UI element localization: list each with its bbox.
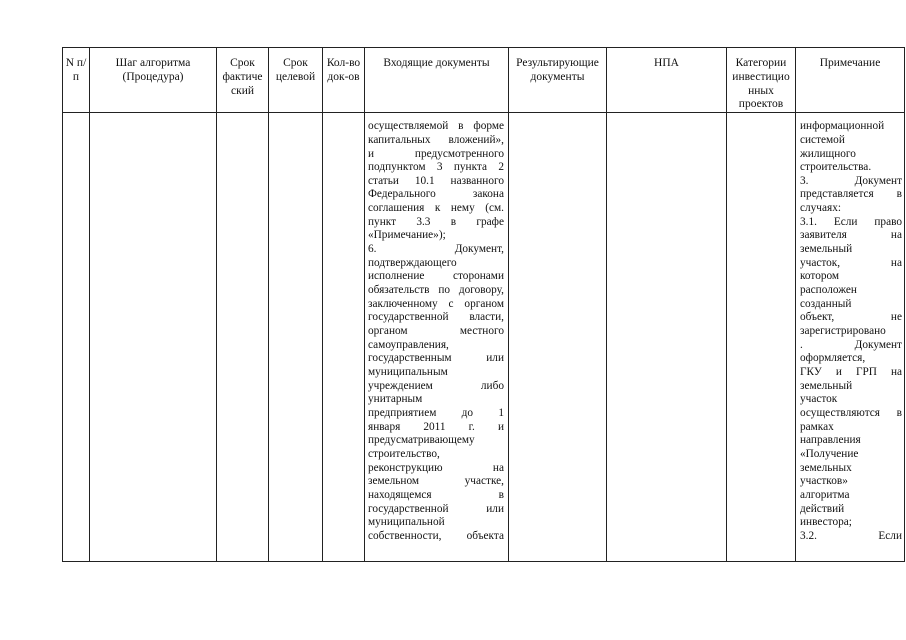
notes-line: «Получение	[800, 447, 859, 460]
incoming-docs-line: капитальных вложений»,	[368, 133, 504, 146]
notes-line: инвестора;	[800, 516, 852, 529]
incoming-docs-line: муниципальной	[368, 516, 445, 529]
incoming-docs-line: муниципальным	[368, 366, 448, 378]
notes-line: оформляется,	[800, 352, 866, 365]
cell-number	[63, 113, 90, 562]
incoming-docs-line: января 2011 г. и	[368, 420, 504, 433]
notes-line: земельных	[800, 461, 852, 474]
notes-line: земельный	[800, 243, 853, 256]
incoming-docs-line: Федерального закона	[368, 188, 504, 201]
header-target-term: Срок целевой	[269, 48, 323, 113]
incoming-docs-line: учреждением либо	[368, 379, 504, 392]
incoming-docs-line: предусматривающему	[368, 434, 475, 447]
incoming-docs-line: реконструкцию на	[368, 461, 504, 474]
cell-doc-count	[323, 113, 365, 562]
notes-line: строительства.	[800, 161, 872, 174]
header-actual-term: Срок фактиче ский	[217, 48, 269, 113]
incoming-docs-line: органом местного	[368, 325, 504, 338]
notes-line: участков»	[800, 475, 848, 488]
incoming-docs-line: предприятием до 1	[368, 406, 504, 419]
incoming-docs-line: статьи 10.1 названного	[368, 174, 504, 187]
incoming-docs-line: унитарным	[368, 393, 423, 406]
incoming-docs-line: пункт 3.3 в графе	[368, 215, 504, 228]
notes-line: участок, на	[800, 256, 902, 269]
notes-line: действий	[800, 502, 845, 515]
cell-actual-term	[217, 113, 269, 562]
incoming-docs-line: «Примечание»);	[368, 229, 446, 242]
incoming-docs-line: 6. Документ,	[368, 243, 504, 256]
notes-line: 3.1. Если право	[800, 215, 902, 228]
notes-line: зарегистрировано	[800, 325, 886, 338]
notes-line: случаях:	[800, 202, 841, 215]
notes-line: созданный	[800, 297, 852, 310]
header-doc-count: Кол-во док-ов	[323, 48, 365, 113]
header-notes: Примечание	[796, 48, 905, 113]
incoming-docs-line: строительство,	[368, 447, 440, 460]
table-row	[63, 113, 905, 562]
notes-line: рамках	[800, 420, 834, 433]
notes-line: системой	[800, 133, 845, 146]
incoming-docs-line: обязательств по договору,	[368, 284, 504, 297]
cell-notes	[796, 113, 905, 562]
notes-line: объект, не	[800, 311, 902, 324]
header-npa: НПА	[607, 48, 727, 113]
incoming-docs-text	[365, 113, 508, 543]
notes-line: участок	[800, 393, 838, 406]
header-number: N п/п	[63, 48, 90, 113]
cell-result-docs	[509, 113, 607, 562]
incoming-docs-line: собственности, объекта	[368, 529, 504, 542]
notes-line: расположен	[800, 284, 857, 297]
notes-line: 3.2. Если	[800, 529, 902, 542]
incoming-docs-line: осуществляемой в форме	[368, 120, 504, 133]
incoming-docs-line: подпунктом 3 пункта 2	[368, 161, 504, 174]
notes-line: 3. Документ	[800, 174, 902, 187]
incoming-docs-line: соглашения к нему (см.	[368, 202, 504, 215]
incoming-docs-line: исполнение сторонами	[368, 270, 504, 283]
incoming-docs-line: государственной или	[368, 502, 504, 515]
notes-line: котором	[800, 270, 840, 283]
header-row	[63, 48, 905, 113]
incoming-docs-line: и предусмотренного	[368, 147, 504, 160]
notes-line: информационной	[800, 120, 885, 133]
header-step: Шаг алгоритма (Процедура)	[90, 48, 217, 113]
cell-incoming-docs	[365, 113, 509, 562]
algorithm-table	[62, 47, 905, 562]
incoming-docs-line: самоуправления,	[368, 338, 449, 351]
notes-line: . Документ	[800, 338, 902, 351]
incoming-docs-line: заключенному с органом	[368, 297, 504, 310]
incoming-docs-line: находящемся в	[368, 488, 504, 501]
cell-categories	[727, 113, 796, 562]
cell-step	[90, 113, 217, 562]
notes-line: жилищного	[800, 147, 856, 160]
notes-line: алгоритма	[800, 488, 850, 501]
cell-npa	[607, 113, 727, 562]
notes-line: заявителя на	[800, 229, 902, 242]
notes-line: осуществляются в	[800, 406, 902, 419]
cell-target-term	[269, 113, 323, 562]
header-incoming-docs: Входящие документы	[365, 48, 509, 113]
incoming-docs-line: подтверждающего	[368, 256, 457, 269]
incoming-docs-line: государственной власти,	[368, 311, 504, 324]
notes-line: представляется в	[800, 188, 902, 201]
notes-line: направления	[800, 434, 861, 447]
notes-line: ГКУ и ГРП на	[800, 366, 902, 378]
incoming-docs-line: земельном участке,	[368, 475, 504, 488]
header-result-docs: Результирующие документы	[509, 48, 607, 113]
header-categories: Категории инвестицио нных проектов	[727, 48, 796, 113]
notes-text	[796, 113, 904, 543]
incoming-docs-line: государственным или	[368, 352, 504, 365]
notes-line: земельный	[800, 379, 853, 392]
